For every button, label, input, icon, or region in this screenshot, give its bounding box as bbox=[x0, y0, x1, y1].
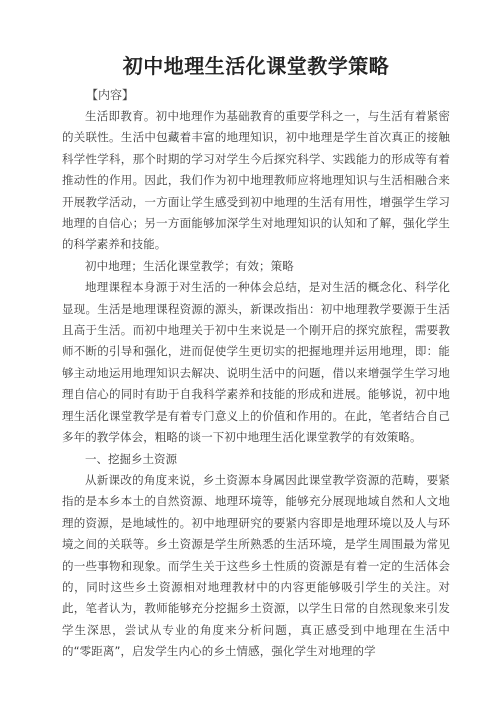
paragraph-section-1: 从新课改的角度来说，乡土资源本身属因此课堂教学资源的范畴，要紧指的是本乡本土的自然资源、地理环境等，能够充分展现地域自然和人文地理的资源，是地域性的。初中地理研究的要紧内容即是地理环境以及人与环境之间的关联等。乡土资源是学生所熟悉的生活环境，是学生周围最为常见的一些事物和现象。而学生关于这些乡土性质的资源是有着一定的生活体会的，同时这些乡土资源相对地理教材中的内容更能够吸引学生的关注。对此，笔者认为，教师能够充分挖掘乡土资源，以学生日常的自然现象来引发学生深思，尝试从专业的角度来分析问题，真正感受到中地理在生活中的“零距离”，启发学生内心的乡土情感，强化学生对地理的学 bbox=[62, 472, 450, 659]
document-title: 初中地理生活化课堂教学策略 bbox=[122, 54, 390, 78]
content-label: 【内容】 bbox=[86, 88, 135, 102]
paragraph-background: 地理课程本身源于对生活的一种体会总结，是对生活的概念化、科学化显现。生活是地理课程资源的源头，新课改指出：初中地理教学要源于生活且高于生活。而初中地理关于初中生来说是一个刚开启的探究旅程，需要教师不断的引导和强化，进而促使学生更切实的把握地理并运用地理，即：能够主动地运用地理知识去解决、说明生活中的问题，借以来增强学生学习地理自信心的同时有助于自我科学素养和技能的形成和进展。能够说，初中地理生活化课堂教学是有着专门意义上的价值和作用的。在此，笔者结合自己多年的教学体会，粗略的谈一下初中地理生活化课堂教学的有效策略。 bbox=[62, 280, 450, 445]
paragraph-keywords: 初中地理；生活化课堂教学；有效；策略 bbox=[85, 258, 294, 273]
paragraph-intro: 生活即教育。初中地理作为基础教育的重要学科之一，与生活有着紧密的关联性。生活中包藏着丰富的地理知识，初中地理是学生首次真正的接触科学性学科，那个时期的学习对学生今后探究科学、实践能力的形成等有着推动性的作用。因此，我们作为初中地理教师应将地理知识与生活相融合来开展教学活动，一方面让学生感受到初中地理的生活有用性，增强学生学习地理的自信心；另一方面能够加深学生对地理知识的认知和了解，强化学生的科学素养和技能。 bbox=[62, 109, 450, 252]
section-heading-1: 一、挖掘乡土资源 bbox=[85, 451, 177, 466]
